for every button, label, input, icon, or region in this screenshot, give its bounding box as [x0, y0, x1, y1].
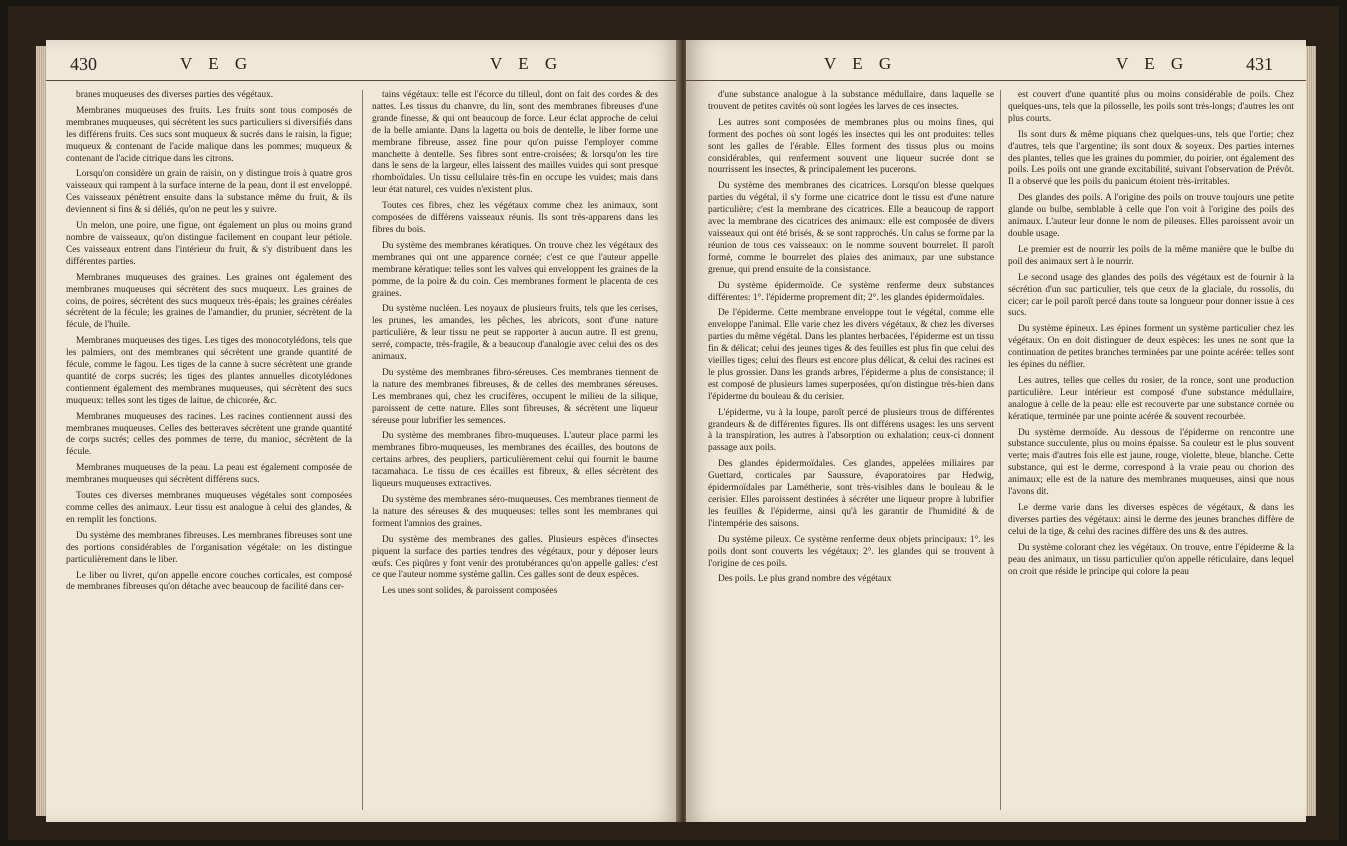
- paragraph: branes muqueuses des diverses parties des végétaux.: [76, 90, 274, 100]
- paragraph: Des poils. Le plus grand nombre des végétaux: [718, 574, 892, 585]
- right-column-2: [1008, 90, 1294, 814]
- left-head-rule: [46, 80, 680, 81]
- paragraph: Ils sont durs & même piquans chez quelques-uns, tels que l'ortie; chez d'autres, tels que l'argentine; ils sont doux & soyeux. Des parties internes des plantes, telles que les graines du pommier, du poirier, ont également des poils. Les poils ont une grande excitabilité, suivant l'observation de Prévôt. Il a observé que les poils du panicum étoient très-irritables.: [1008, 129, 1294, 188]
- right-column-1: [708, 90, 994, 814]
- paragraph: tains végétaux: telle est l'écorce du tilleul, dont on fait des cordes & des nattes. Les tissus du chanvre, du lin, sont des membranes fibreuses d'une grande finesse, & qui ont beaucoup de force. Leur éclat approche de celui de la belle amiante. Dans la lagetta ou bois de dentelle, le liber forme une membrane fibreuse, assez fine pour qu'on puisse l'employer comme manchette à dentelle. Ses fibres sont entre-croisées; & lorsqu'on les tire dans le sens de la largeur, elles laissent des mailles vuides qui sont presque rhomboïdales. Un tissu cellulaire très-fin en occupe les vuides; mais dans leur état naturel, ces vuides n'existent plus.: [372, 90, 658, 196]
- paragraph: Membranes muqueuses de la peau. La peau est également composée de membranes muqueuses qui sécrètent différens sucs.: [66, 463, 352, 486]
- paragraph: L'épiderme, vu à la loupe, paroît percé de plusieurs trous de différentes grandeurs & de différentes figures. Ils ont différens usages: les uns servent à la transpiration, les autres à l'absorption ou exhalation; ceux-ci donnent passage aux poils.: [708, 407, 994, 454]
- left-head-word-1: V E G: [180, 54, 254, 73]
- left-column-1: [66, 90, 352, 814]
- paragraph: Du système colorant chez les végétaux. On trouve, entre l'épiderme & la peau des animaux, un tissu particulier qu'on appelle réticulaire, dans lequel on croit que réside le principe qui colore la peau: [1008, 542, 1294, 577]
- left-column-divider: [362, 90, 363, 810]
- right-head-word-1: V E G: [824, 54, 898, 73]
- paragraph: Du système des membranes kératiques. On trouve chez les végétaux des membranes qui ont une apparence cornée; c'est ce que l'auteur appelle membrane kératique: telles sont les valves qui enveloppent les graines de la pomme, de la poire & du coin. Ces membranes forment le placenta de ces graines.: [372, 240, 658, 299]
- paragraph: Le derme varie dans les diverses espèces de végétaux, & dans les diverses parties des végétaux: ainsi le derme des jeunes branches diffère de celui de la tige, & celui des racines diffère des uns & des autres.: [1008, 503, 1294, 537]
- paragraph: Un melon, une poire, une figue, ont également un plus ou moins grand nombre de vaisseaux, qu'on distingue facilement en coupant leur pétiole. Ces vaisseaux entrent dans l'intérieur du fruit, & s'y distribuent dans les différentes parties.: [66, 221, 352, 267]
- paragraph: Le second usage des glandes des poils des végétaux est de fournir à la sécrétion d'un suc particulier, tels que ceux de la glaciale, du rossolis, du cicer; car le poil paroît percé dans toute sa longueur pour donner issue à ces sucs.: [1008, 272, 1294, 319]
- paragraph: Membranes muqueuses des tiges. Les tiges des monocotylédons, tels que les palmiers, ont des membranes qui sécrètent une grande quantité de fécule, comme le fagou. Les tiges de la canne à sucre sécrètent une grande quantité de corps sucrés; les tiges des plantes annuelles dicotylédones contiennent également des membranes muqueuses, qui sécrètent des sucs muqueux: telles sont les tiges de laitue, de chicorée, &c.: [66, 336, 352, 406]
- right-page: [686, 40, 1306, 822]
- paragraph: Membranes muqueuses des graines. Les graines ont également des membranes muqueuses qui sécrètent des sucs muqueux. Les graines de coins, de poires, sécrètent des sucs muqueux très-épais; les graines céréales sécrètent de la fécule; les graines de l'amandier, du prunier, sécrètent de la fécule, de l'huile.: [66, 272, 352, 331]
- paragraph: Du système épineux. Les épines forment un système particulier chez les végétaux. On en doit distinguer de deux espèces: les unes ne sont que la continuation de petites branches terminées par une pointe acérée: telles sont les épines du néflier.: [1008, 324, 1294, 371]
- right-page-number: 431: [1246, 54, 1273, 74]
- paragraph: Du système des membranes fibro-séreuses. Ces membranes tiennent de la nature des membranes fibreuses, & de celles des membranes séreuses. Les membranes qui, chez les crucifères, occupent le milieu de la silique, paroissent de cette nature. Elles sont fibreuses, & sécrètent une liqueur séreuse pour lubrifier les semences.: [372, 367, 658, 426]
- left-running-head: [46, 54, 680, 78]
- paragraph: Membranes muqueuses des racines. Les racines contiennent aussi des membranes muqueuses. Celles des betteraves sécrètent une grande quantité de corps sucrés; celles des pommes de terre, du manioc, sécrètent de la fécule.: [66, 411, 352, 458]
- open-book: [8, 6, 1339, 840]
- paragraph: De l'épiderme. Cette membrane enveloppe tout le végétal, comme elle enveloppe l'animal. Elle varie chez les divers végétaux, & chez les diverses parties du même végétal. Dans les plantes herbacées, l'épiderme est un tissu fin & délicat; celui des jeunes tiges & des feuilles est plus fin que celui des vieilles tiges; celui des fleurs est encore plus délicat, & celui des racines est le plus grossier. Dans les grands arbres, l'épiderme a plus de consistance; il est composé de plusieurs lames superposées, qu'on distingue très-bien dans l'épiderme du bouleau & du cerisier.: [708, 308, 994, 402]
- right-head-word-2: V E G: [1116, 54, 1190, 73]
- paragraph: Les unes sont solides, & paroissent composées: [382, 586, 558, 597]
- paragraph: Toutes ces fibres, chez les végétaux comme chez les animaux, sont composées de différens vaisseaux réunis. Ils sont très-apparens dans les fibres du bois.: [372, 201, 658, 235]
- right-running-head: [686, 54, 1306, 78]
- left-column-2: [372, 90, 658, 814]
- paragraph: Membranes muqueuses des fruits. Les fruits sont tous composés de membranes muqueuses, qui sécrètent les sucs particuliers si diversifiés dans les différens fruits. Ces sucs sont muqueux & sucrés dans le raisin, la figue; muqueux & contenant de l'acide malique dans les pommes; muqueux & contenant de l'acide citrique dans les citrons.: [66, 105, 352, 164]
- left-page: [46, 40, 680, 822]
- right-head-rule: [686, 80, 1306, 81]
- paragraph: Les autres sont composées de membranes plus ou moins fines, qui forment des poches où sont logés les insectes qui les ont produites: telles sont les galles de l'érable. Elles forment des tissus plus ou moins considérables, qui renferment souvent une liqueur sucrée dont se nourrissent les insectes, & principalement les pucerons.: [708, 117, 994, 176]
- paragraph: Du système dermoïde. Au dessous de l'épiderme on rencontre une substance succulente, plus ou moins épaisse. Sa couleur est le plus souvent verte; mais d'autres fois elle est jaune, rouge, violette, bleue, blanche. Cette substance, qui est le derme, correspond à la vraie peau ou chorion des animaux; elle est de la nature des membranes muqueuses, ainsi que nous l'avons dit.: [1008, 427, 1294, 498]
- paragraph: Du système pileux. Ce système renferme deux objets principaux: 1°. les poils dont sont couverts les végétaux; 2°. les glandes qui se trouvent à l'origine de ces poils.: [708, 534, 994, 569]
- paragraph: Des glandes épidermoïdales. Ces glandes, appelées miliaires par Guettard, corticales par Saussure, évaporatoires par Hedwig, épidermoïdales par Lamétherie, sont très-visibles dans le bouleau & le cerisier. Elles paroissent destinées à sécréter une liqueur propre à lubrifier les feuilles & l'épiderme, ainsi qu'à les garantir de l'humidité & de l'intempérie des saisons.: [708, 459, 994, 529]
- paragraph: Lorsqu'on considère un grain de raisin, on y distingue trois à quatre gros vaisseaux qui rampent à la surface interne de la peau, dont il est enveloppé. Ces vaisseaux pénètrent ensuite dans la substance même du fruit, & ils deviennent si fins & si déliés, qu'on ne peut les y suivre.: [66, 169, 352, 216]
- paragraph: d'une substance analogue à la substance médullaire, dans laquelle se trouvent de petites cavités où sont logées les larves de ces insectes.: [708, 90, 994, 112]
- paragraph: Du système des membranes des cicatrices. Lorsqu'on blesse quelques parties du végétal, il s'y forme une cicatrice dont le tissu est d'une nature particulière; c'est la membrane des cicatrices. Elle a beaucoup de rapport avec la membrane des cicatrices des animaux: elle est composée de divers vaisseaux qui ont été brisés, & se sont rapprochés. Un calus se forme par la réunion de tous ces vaisseaux: on le nomme souvent bourrelet. Il paroît formé, comme le bourrelet des plaies des animaux, par une substance grenue, qui prend ensuite de la consistance.: [708, 181, 994, 275]
- left-page-number: 430: [70, 54, 97, 74]
- paragraph: Les autres, telles que celles du rosier, de la ronce, sont une production particulière. Leur intérieur est composé d'une substance médullaire, analogue à celle de la peau: elle est recouverte par une substance cornée ou kératique, terminée par une pointe acérée & souvent recourbée.: [1008, 375, 1294, 422]
- paragraph: Du système des membranes fibro-muqueuses. L'auteur place parmi les membranes fibro-muqueuses, les membranes des écailles, des boutons de certains arbres, des peupliers, particulièrement celui qui fournit le baume tacamahaca. Le tissu de ces écailles est fibreux, & elles sécrètent des liqueurs muqueuses extractives.: [372, 431, 658, 490]
- paragraph: Le liber ou livret, qu'on appelle encore couches corticales, est composé de membranes fibreuses qu'on détache avec beaucoup de facilité dans cer-: [66, 570, 352, 593]
- paragraph: est couvert d'une quantité plus ou moins considérable de poils. Chez quelques-uns, tels que la pilosselle, les poils sont très-longs; d'autres les ont plus courts.: [1008, 90, 1294, 124]
- paragraph: Des glandes des poils. A l'origine des poils on trouve toujours une petite glande ou bulbe, semblable à celle que l'on voit à l'origine des poils des animaux. L'auteur leur donne le nom de pileuses. Elles paroissent avoir un double usage.: [1008, 193, 1294, 239]
- paragraph: Le premier est de nourrir les poils de la même manière que le bulbe du poil des animaux sert à le nourrir.: [1008, 244, 1294, 267]
- paragraph: Du système des membranes fibreuses. Les membranes fibreuses sont une des portions considérables de l'organisation végétale: on les distingue particulièrement dans le liber.: [66, 530, 352, 565]
- left-head-word-2: V E G: [490, 54, 564, 73]
- paragraph: Du système des membranes séro-muqueuses. Ces membranes tiennent de la nature des séreuses & des muqueuses: telles sont les membranes qui forment l'amnios des graines.: [372, 495, 658, 529]
- paragraph: Du système nucléen. Les noyaux de plusieurs fruits, tels que les cerises, les prunes, les amandes, les pêches, les abricots, sont d'une nature particulière, & leur tissu ne peut se rapporter à aucun autre. Il est grenu, serré, compacte, très-fragile, & a beaucoup d'analogie avec celui des os des animaux.: [372, 304, 658, 363]
- paragraph: Du système épidermoïde. Ce système renferme deux substances différentes: 1°. l'épiderme proprement dit; 2°. les glandes épidermoïdales.: [708, 280, 994, 303]
- right-column-divider: [1000, 90, 1001, 810]
- paragraph: Du système des membranes des galles. Plusieurs espèces d'insectes piquent la surface des parties tendres des végétaux, pour y déposer leurs œufs. Ces piqûres y font venir des protubérances qu'on appelle galles: c'est ce que l'auteur nomme système gallin. Ces galles sont de deux espèces.: [372, 534, 658, 581]
- paragraph: Toutes ces diverses membranes muqueuses végétales sont composées comme celles des animaux. Leur tissu est analogue à celui des glandes, & en remplit les fonctions.: [66, 491, 352, 525]
